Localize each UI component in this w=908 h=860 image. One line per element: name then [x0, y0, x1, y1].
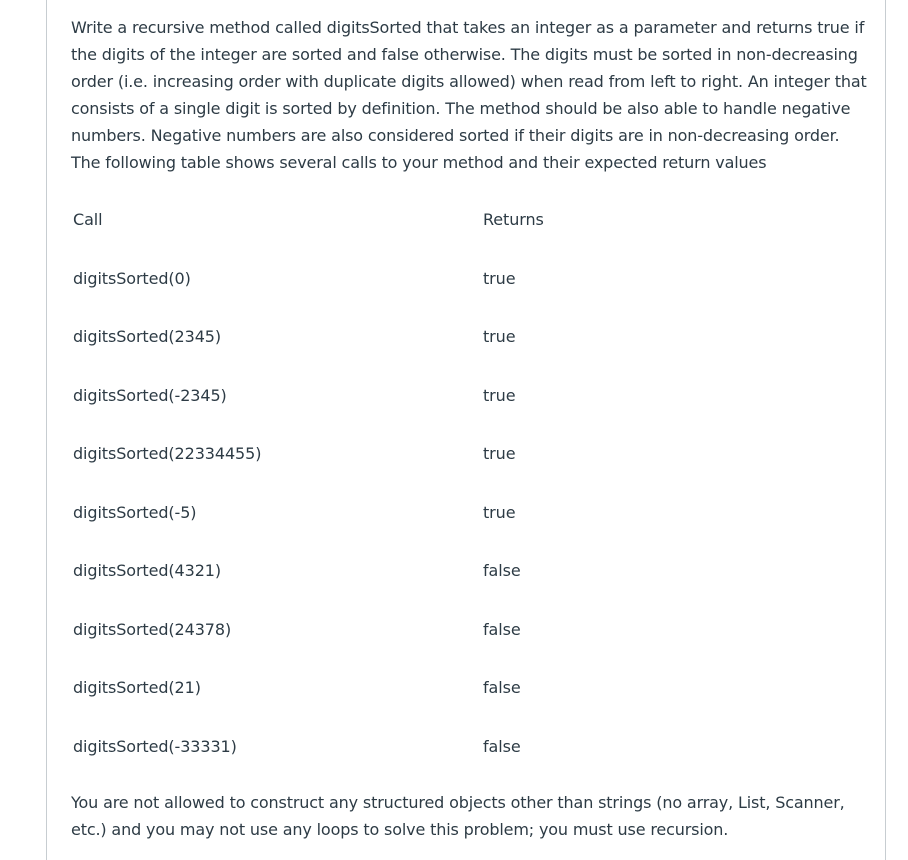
header-call: Call [73, 210, 103, 229]
returns-cell: true [483, 268, 516, 288]
table-row [73, 424, 673, 483]
table-row [73, 307, 673, 366]
call-cell: digitsSorted(0) [73, 268, 191, 288]
description-line: order (i.e. increasing order with duplicate digits allowed) when read from left to right. An integer that [71, 72, 867, 91]
table-row [73, 249, 673, 308]
constraints-note [71, 789, 871, 843]
returns-cell: true [483, 502, 516, 522]
header-returns: Returns [483, 210, 544, 229]
constraints-line: etc.) and you may not use any loops to solve this problem; you must use recursion. [71, 820, 729, 839]
returns-cell: false [483, 619, 521, 639]
table-row [73, 658, 673, 717]
call-cell: digitsSorted(21) [73, 678, 201, 697]
call-cell: digitsSorted(22334455) [73, 444, 262, 463]
table-row [73, 600, 673, 659]
call-cell: digitsSorted(4321) [73, 561, 222, 580]
returns-cell: true [483, 385, 516, 405]
returns-cell: true [483, 327, 516, 346]
examples-table [73, 190, 673, 775]
description-line: consists of a single digit is sorted by definition. The method should be also able to handle negative [71, 99, 851, 118]
table-row [73, 541, 673, 600]
call-cell: digitsSorted(-5) [73, 502, 197, 522]
description-line: the digits of the integer are sorted and false otherwise. The digits must be sorted in non-decreasing [71, 45, 858, 64]
table-row [73, 483, 673, 542]
returns-cell: false [483, 678, 521, 697]
description-line: numbers. Negative numbers are also considered sorted if their digits are in non-decreasing order. [71, 126, 840, 145]
call-cell: digitsSorted(2345) [73, 327, 222, 346]
returns-cell: false [483, 736, 521, 756]
call-cell: digitsSorted(-2345) [73, 385, 227, 405]
returns-cell: false [483, 561, 521, 580]
description-line: The following table shows several calls to your method and their expected return values [71, 153, 767, 172]
constraints-line: You are not allowed to construct any structured objects other than strings (no array, List, Scanner, [71, 793, 845, 812]
call-cell: digitsSorted(24378) [73, 619, 232, 639]
returns-cell: true [483, 444, 516, 463]
problem-description [71, 14, 871, 176]
table-header-row [73, 190, 673, 249]
table-row [73, 366, 673, 425]
call-cell: digitsSorted(-33331) [73, 736, 237, 756]
description-line: Write a recursive method called digitsSorted that takes an integer as a parameter and returns true if [71, 18, 865, 37]
table-row [73, 717, 673, 776]
